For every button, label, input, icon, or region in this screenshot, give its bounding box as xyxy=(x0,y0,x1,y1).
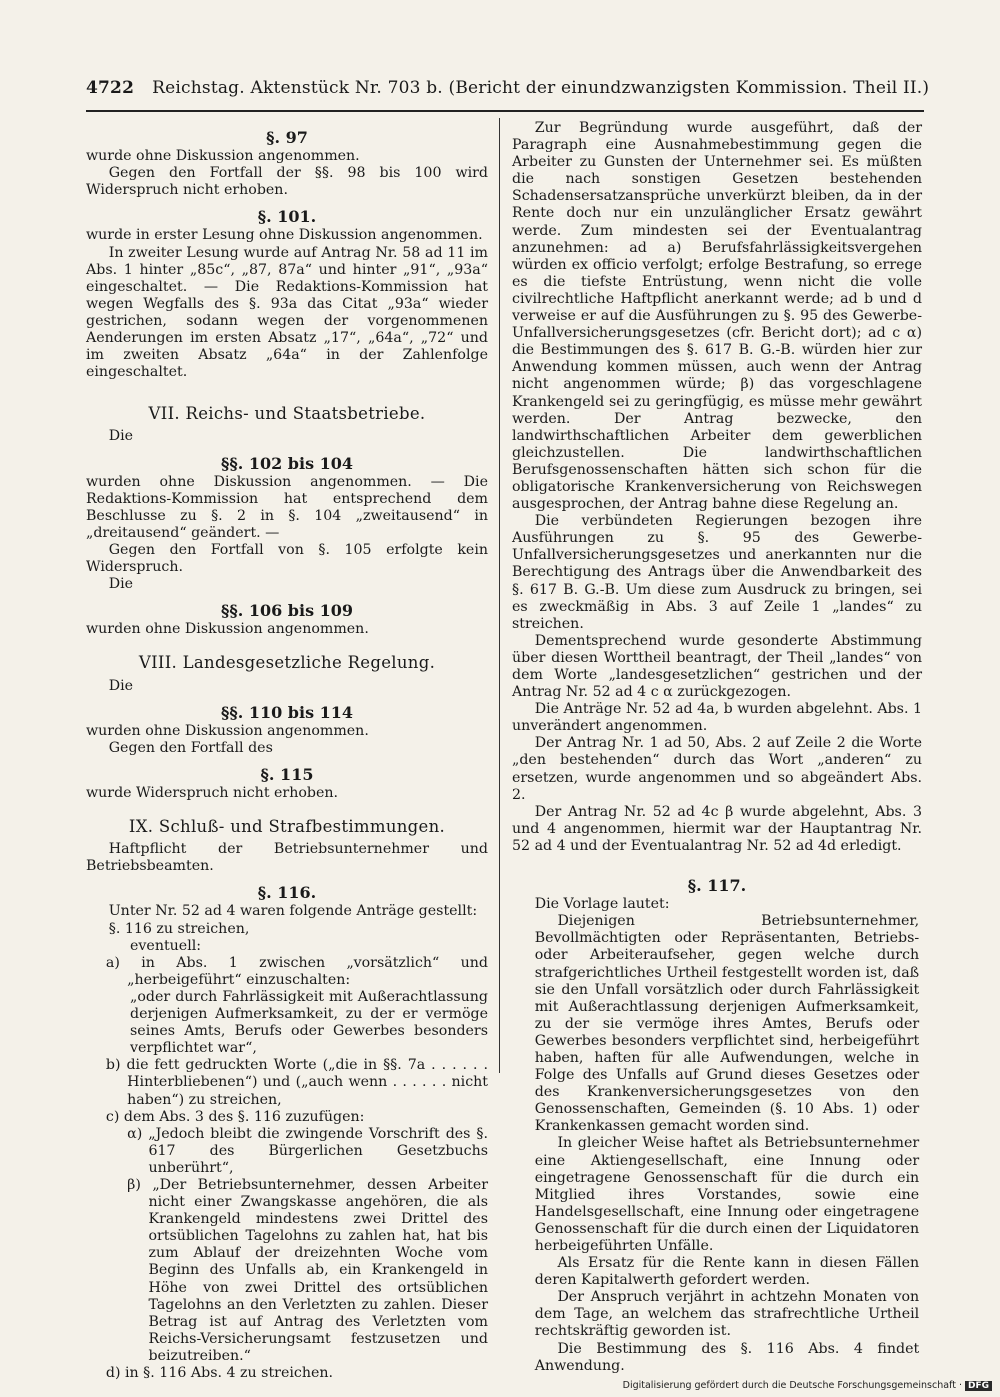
paragraph: Der Anspruch verjährt in achtzehn Monaten von dem Tage, an welchem das strafrechtliche Urtheil rechtskräftig geworden ist. xyxy=(534,1289,920,1340)
paragraph: wurden ohne Diskussion angenommen. — Die Redaktions-Kommission hat entsprechend dem Beschlusse zu §. 2 in §. 104 „zweitausend“ in „dreitausend“ geändert. — xyxy=(86,473,488,541)
paragraph: Der Antrag Nr. 52 ad 4c β wurde abgelehnt, Abs. 3 und 4 angenommen, hiermit war der Hauptantrag Nr. 52 ad 4 und der Eventualantrag Nr. 52 ad 4d erledigt. xyxy=(512,803,922,854)
page-header xyxy=(86,78,930,112)
paragraph: wurden ohne Diskussion angenommen. xyxy=(86,722,369,739)
paragraph: wurde ohne Diskussion angenommen. xyxy=(86,148,360,165)
list-item: c) dem Abs. 3 des §. 116 zuzufügen: xyxy=(105,1108,365,1125)
left-column xyxy=(86,120,488,1382)
paragraph: Die Anträge Nr. 52 ad 4a, b wurden abgelehnt. Abs. 1 unverändert angenommen. xyxy=(512,701,923,735)
paragraph: Die xyxy=(108,677,134,694)
list-item: eventuell: xyxy=(130,937,202,954)
right-column xyxy=(512,120,922,1375)
paragraph: Gegen den Fortfall von §. 105 erfolgte kein Widerspruch. xyxy=(86,541,488,576)
chapter-heading: VII. Reichs- und Staatsbetriebe. xyxy=(148,404,426,424)
header-title: Reichstag. Aktenstück Nr. 703 b. (Bericht der einundzwanzigsten Kommission. Theil II.) xyxy=(152,78,930,98)
page-number: 4722 xyxy=(86,78,135,98)
chapter-heading: VIII. Landesgesetzliche Regelung. xyxy=(138,653,436,673)
paragraph: In zweiter Lesung wurde auf Antrag Nr. 58 ad 11 im Abs. 1 hinter „85c“, „87, 87a“ und hinter „91“, „93a“ eingeschaltet. — Die Redaktions-Kommission hat wegen Wegfalls des §. 93a das Citat „93a“ wieder gestrichen, sodann wegen der vorgenommenen Aenderungen im ersten Absatz „17“, „64a“, „72“ und im zweiten Absatz „64a“ in der Zahlenfolge eingeschaltet. xyxy=(86,244,488,381)
quoted-text xyxy=(512,913,922,1375)
paragraph: Gegen den Fortfall des xyxy=(108,739,273,756)
chapter-heading: IX. Schluß- und Strafbestimmungen. xyxy=(128,817,446,837)
section-heading: §. 116. xyxy=(257,883,317,903)
list-item: b) die fett gedruckten Worte („die in §§. 7a . . . . . . Hinterbliebenen“) und („auch wenn . . . . . . nicht haben“) zu streichen, xyxy=(105,1057,488,1108)
paragraph: Diejenigen Betriebsunternehmer, Bevollmächtigten oder Repräsentanten, Betriebs- oder Arbeiteraufseher, gegen welche durch strafgerichtliches Urtheil festgestellt worden ist, daß sie den Unfall vorsätzlich oder durch Fahrlässigkeit mit Außerachtlassung derjenigen Aufmerksamkeit, zu der sie vermöge ihres Amtes, Berufs oder Gewerbes besonders verpflichtet sind, herbeigeführt haben, haften für alle Aufwendungen, welche in Folge des Unfalls auf Grund dieses Gesetzes oder des Krankenversicherungsgesetzes von den Genossenschaften, Gemeinden (§. 10 Abs. 1) oder Krankenkassen gemacht worden sind. xyxy=(534,913,920,1135)
section-heading: §. 117. xyxy=(687,876,747,896)
paragraph: wurde in erster Lesung ohne Diskussion angenommen. xyxy=(86,227,483,244)
section-heading: §§. 102 bis 104 xyxy=(220,453,354,473)
footer-text: Digitalisierung gefördert durch die Deutsche Forschungsgemeinschaft · xyxy=(622,1380,962,1391)
column-divider xyxy=(499,118,500,1073)
section-heading: §§. 106 bis 109 xyxy=(220,601,354,621)
paragraph: Gegen den Fortfall der §§. 98 bis 100 wird Widerspruch nicht erhoben. xyxy=(86,165,488,199)
section-heading: §. 115 xyxy=(260,764,314,784)
list-item: d) in §. 116 Abs. 4 zu streichen. xyxy=(105,1365,333,1381)
paragraph: Als Ersatz für die Rente kann in diesen Fällen deren Kapitalwerth gefordert werden. xyxy=(534,1255,920,1289)
paragraph: Unter Nr. 52 ad 4 waren folgende Anträge gestellt: xyxy=(108,903,478,920)
paragraph: Die xyxy=(108,428,134,445)
section-heading: §. 97 xyxy=(266,128,308,147)
paragraph: Die xyxy=(108,576,134,593)
paragraph: Zur Begründung wurde ausgeführt, daß der Paragraph eine Ausnahmebestimmung gegen die Arbeiter zu Gunsten der Unternehmer sei. Es müßten die nach sonstigen Gesetzen bestehenden Schadensersatzansprüche unverkürzt bleiben, da in der Rente doch nur ein unzulänglicher Ersatz gewährt werde. Zum mindesten sei der Eventualantrag anzunehmen: ad a) Berufsfahrlässigkeitsvergehen würden ex officio verfolgt; erfolge Bestrafung, so errege es die tiefste Entrüstung, wenn nicht die volle civilrechtliche Haftpflicht anerkannt werde; ad b und d verweise er auf die Ausführungen zu §. 95 des Gewerbe-Unfallversicherungsgesetzes (cfr. Bericht dort); ad c α) die Bestimmungen des §. 617 B. G.-B. würden hier zur Anwendung kommen müssen, auch wenn der Antrag nicht angenommen würde; β) das vorgeschlagene Krankengeld sei zu geringfügig, es müsse mehr gewährt werden. Der Antrag bezwecke, den landwirthschaftlichen Arbeiter dem gewerblichen gleichzustellen. Die landwirthschaftlichen Berufsgenossenschaften hätten sich schon für die obligatorische Krankenversicherung von Reichswegen ausgesprochen, der Antrag bahne diese Regelung an. xyxy=(512,120,922,513)
list-item: a) in Abs. 1 zwischen „vorsätzlich“ und „herbeigeführt“ einzuschalten: xyxy=(105,954,488,988)
paragraph: Die Vorlage lautet: xyxy=(534,896,670,913)
paragraph: Die verbündeten Regierungen bezogen ihre Ausführungen zu §. 95 des Gewerbe-Unfallversicherungsgesetzes und anerkannten nur die Berechtigung des Antrags über die Anwendbarkeit des §. 617 B. G.-B. Um diese zum Ausdruck zu bringen, sei es zweckmäßig in Abs. 3 auf Zeile 1 „landes“ zu streichen. xyxy=(512,513,922,632)
paragraph: Haftpflicht der Betriebsunternehmer und Betriebsbeamten. xyxy=(86,841,488,875)
paragraph: Dementsprechend wurde gesonderte Abstimmung über diesen Worttheil beantragt, der Theil „landes“ von dem Worte „landesgesetzlichen“ gestrichen und der Antrag Nr. 52 ad 4 c α zurückgezogen. xyxy=(512,632,922,701)
section-heading: §§. 110 bis 114 xyxy=(220,702,354,722)
section-heading: §. 101. xyxy=(257,207,317,227)
dfg-logo: DFG xyxy=(965,1381,992,1391)
paragraph: wurden ohne Diskussion angenommen. xyxy=(86,621,369,638)
list-item: α) „Jedoch bleibt die zwingende Vorschrift des §. 617 des Bürgerlichen Gesetzbuchs unberührt“, xyxy=(127,1125,488,1176)
quote: „oder durch Fahrlässigkeit mit Außerachtlassung derjenigen Aufmerksamkeit, zu der er vermöge seines Amts, Berufs oder Gewerbes besonders verpflichtet war“, xyxy=(130,988,488,1057)
list-item: β) „Der Betriebsunternehmer, dessen Arbeiter nicht einer Zwangskasse angehören, die als Krankengeld mindestens zwei Drittel des ortsüblichen Tagelohns zu zahlen hat, hat bis zum Ablauf der dreizehnten Woche vom Beginn des Unfalls ab, ein Krankengeld in Höhe von zwei Drittel des ortsüblichen Tagelohns an den Verletzten zu zahlen. Dieser Betrag ist auf Antrag des Verletzten vom Reichs-Versicherungsamt festzusetzen und beizutreiben.“ xyxy=(127,1176,488,1364)
list-item: §. 116 zu streichen, xyxy=(108,920,250,937)
paragraph: In gleicher Weise haftet als Betriebsunternehmer eine Aktiengesellschaft, eine Innung oder eingetragene Genossenschaft für die durch ein Mitglied ihres Vorstandes, sowie eine Handelsgesellschaft, eine Innung oder eingetragene Genossenschaft für die durch einen der Liquidatoren herbeigeführten Unfälle. xyxy=(534,1135,920,1254)
paragraph: Der Antrag Nr. 1 ad 50, Abs. 2 auf Zeile 2 die Worte „den bestehenden“ durch das Wort „anderen“ zu ersetzen, wurde angenommen und so abgeändert Abs. 2. xyxy=(512,735,922,803)
paragraph: Die Bestimmung des §. 116 Abs. 4 findet Anwendung. xyxy=(534,1340,920,1374)
header-rule xyxy=(86,110,924,112)
paragraph: wurde Widerspruch nicht erhoben. xyxy=(86,785,339,801)
footer-credit xyxy=(623,1380,992,1391)
